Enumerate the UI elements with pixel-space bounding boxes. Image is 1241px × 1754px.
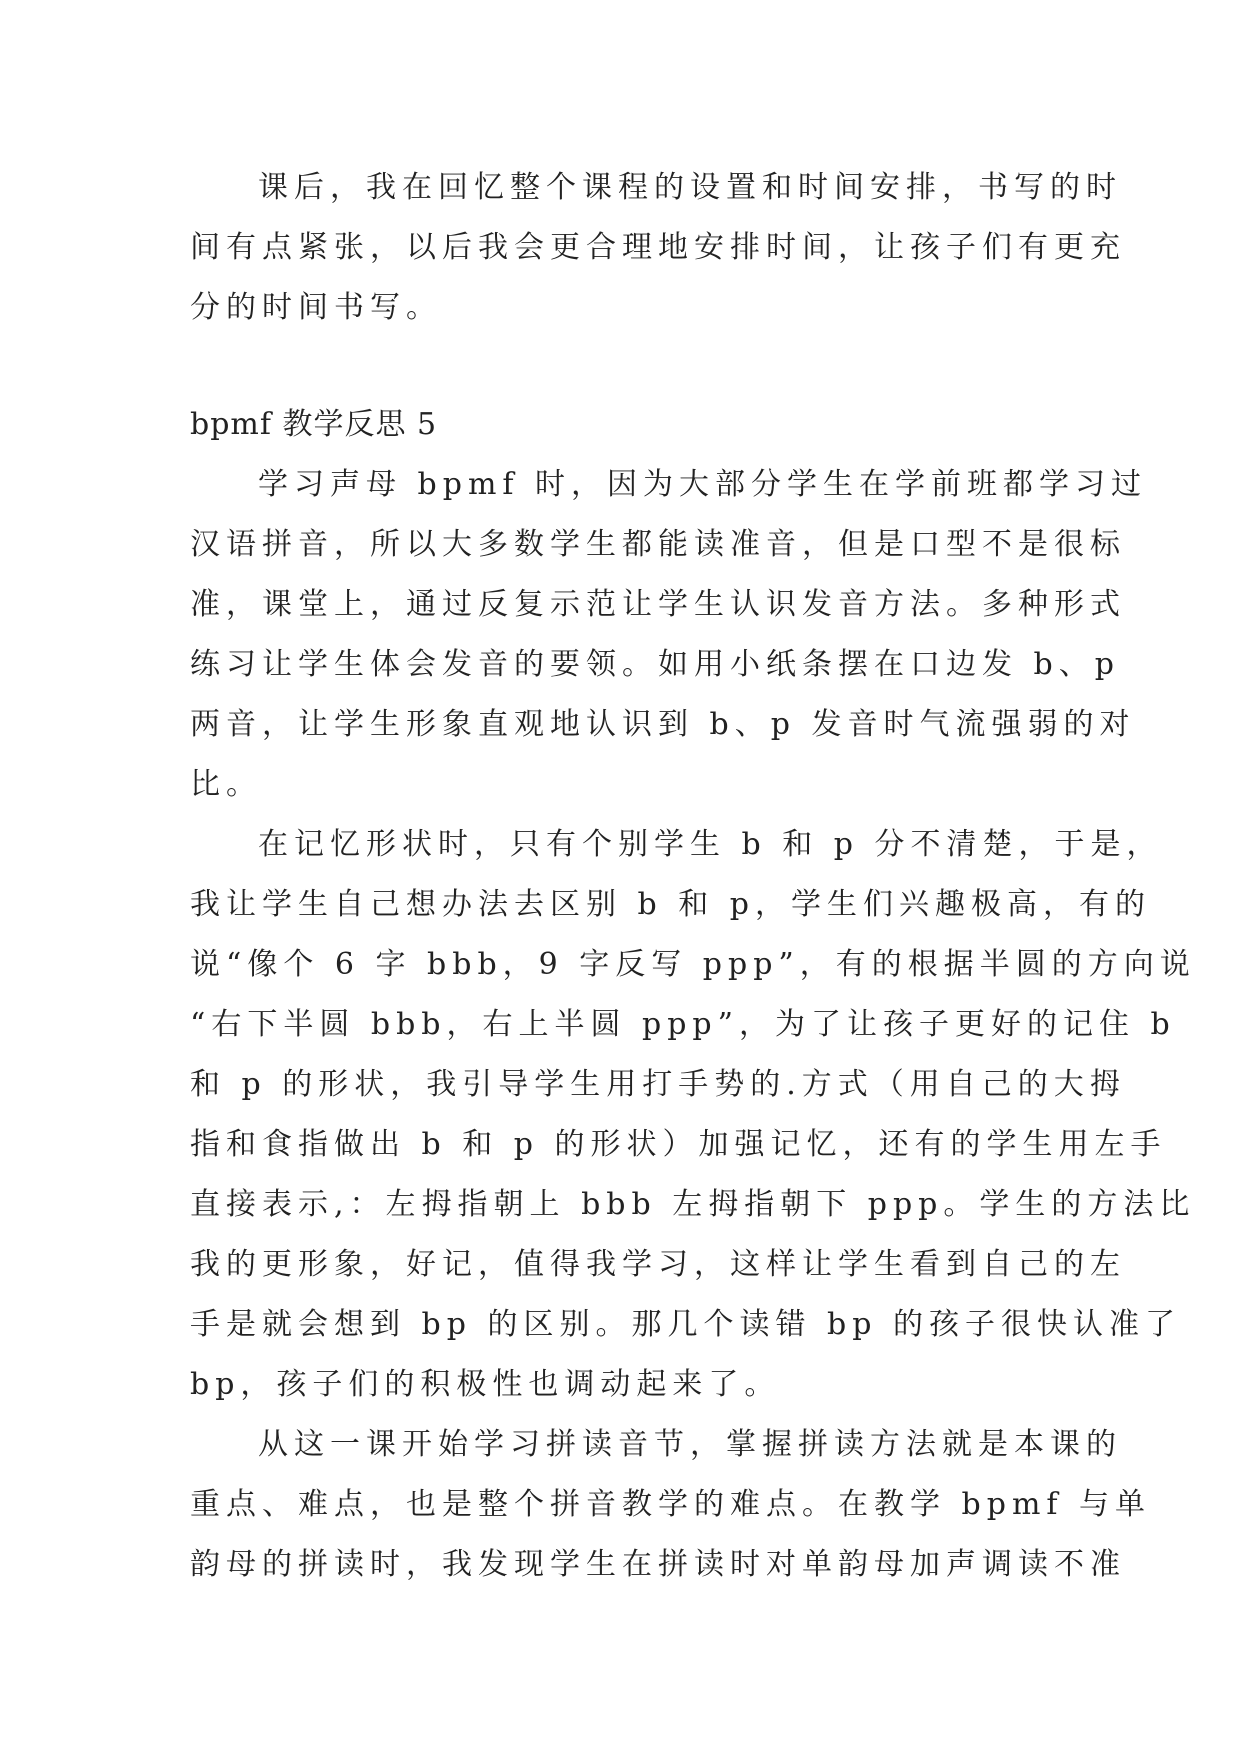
paragraph-3-line-5: 和 p 的形状，我引导学生用打手势的.方式（用自己的大拇 bbox=[190, 1067, 1126, 1102]
paragraph-2-line-5: 两音，让学生形象直观地认识到 b、p 发音时气流强弱的对 bbox=[190, 707, 1136, 742]
paragraph-4-line-2: 重点、难点，也是整个拼音教学的难点。在教学 bpmf 与单 bbox=[190, 1487, 1152, 1522]
section-heading: bpmf 教学反思 5 bbox=[190, 407, 438, 442]
paragraph-3-line-10: bp，孩子们的积极性也调动起来了。 bbox=[190, 1367, 781, 1402]
paragraph-3-line-6: 指和食指做出 b 和 p 的形状）加强记忆，还有的学生用左手 bbox=[190, 1127, 1167, 1162]
paragraph-1-line-2: 间有点紧张，以后我会更合理地安排时间，让孩子们有更充 bbox=[190, 230, 1126, 265]
paragraph-3-line-7: 直接表示,：左拇指朝上 bbb 左拇指朝下 ppp。学生的方法比 bbox=[190, 1187, 1196, 1222]
paragraph-2-line-1: 学习声母 bpmf 时，因为大部分学生在学前班都学习过 bbox=[258, 467, 1148, 502]
paragraph-3-line-1: 在记忆形状时，只有个别学生 b 和 p 分不清楚，于是， bbox=[258, 827, 1163, 862]
paragraph-3-line-2: 我让学生自己想办法去区别 b 和 p，学生们兴趣极高，有的 bbox=[190, 887, 1152, 922]
paragraph-3-line-8: 我的更形象，好记，值得我学习，这样让学生看到自己的左 bbox=[190, 1247, 1126, 1282]
paragraph-2-line-3: 准，课堂上，通过反复示范让学生认识发音方法。多种形式 bbox=[190, 587, 1126, 622]
paragraph-3-line-3: 说“像个 6 字 bbb，9 字反写 ppp”，有的根据半圆的方向说 bbox=[190, 947, 1196, 982]
paragraph-4-line-3: 韵母的拼读时，我发现学生在拼读时对单韵母加声调读不准 bbox=[190, 1547, 1126, 1582]
paragraph-2-line-6: 比。 bbox=[190, 767, 262, 802]
paragraph-3-line-9: 手是就会想到 bp 的区别。那几个读错 bp 的孩子很快认准了 bbox=[190, 1307, 1181, 1342]
paragraph-1-line-1: 课后，我在回忆整个课程的设置和时间安排，书写的时 bbox=[258, 170, 1122, 205]
paragraph-2-line-2: 汉语拼音，所以大多数学生都能读准音，但是口型不是很标 bbox=[190, 527, 1126, 562]
paragraph-3-line-4: “右下半圆 bbb，右上半圆 ppp”，为了让孩子更好的记住 b bbox=[190, 1007, 1176, 1042]
paragraph-4-line-1: 从这一课开始学习拼读音节，掌握拼读方法就是本课的 bbox=[258, 1427, 1122, 1462]
paragraph-1-line-3: 分的时间书写。 bbox=[190, 290, 442, 325]
paragraph-2-line-4: 练习让学生体会发音的要领。如用小纸条摆在口边发 b、p bbox=[190, 647, 1120, 682]
